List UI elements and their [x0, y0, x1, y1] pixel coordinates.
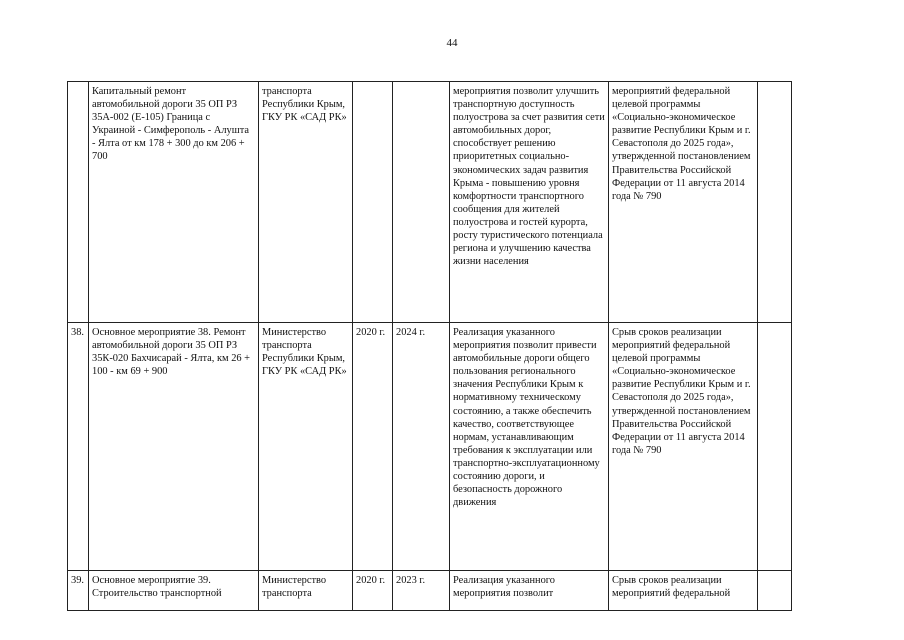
row-number	[68, 82, 89, 323]
result-cell: Реализация указанного мероприятия позволит	[450, 571, 609, 611]
activity-cell: Основное мероприятие 38. Ремонт автомобильной дороги 35 ОП РЗ 35К-020 Бахчисарай - Ялта, км 26 + 100 - км 69 + 900	[89, 323, 259, 571]
executor-cell: Министерство транспорта Республики Крым, ГКУ РК «САД РК»	[259, 323, 353, 571]
start-year-cell	[353, 82, 393, 323]
row-number: 39.	[68, 571, 89, 611]
result-cell: мероприятия позволит улучшить транспортную доступность полуострова за счет развития сети автомобильных дорог, способствует решению приоритетных социально-экономических задач развития Крыма - повышению уровня комфортности транспортного сообщения для жителей полуострова и гостей курорта, росту туристического потенциала региона и улучшению качества жизни населения	[450, 82, 609, 323]
table-row	[68, 571, 792, 611]
end-year-cell: 2024 г.	[393, 323, 450, 571]
activity-cell: Основное мероприятие 39. Строительство транспортной	[89, 571, 259, 611]
table-row	[68, 82, 792, 323]
link-cell	[758, 82, 792, 323]
row-number: 38.	[68, 323, 89, 571]
link-cell	[758, 323, 792, 571]
start-year-cell: 2020 г.	[353, 323, 393, 571]
table-row	[68, 323, 792, 571]
consequence-cell: Срыв сроков реализации мероприятий федеральной целевой программы «Социально-экономическое развитие Республики Крым и г. Севастополя до 2025 года», утвержденной постановлением Правительства Российской Федерации от 11 августа 2014 года № 790	[609, 323, 758, 571]
result-cell: Реализация указанного мероприятия позволит привести автомобильные дороги общего пользования регионального значения Республики Крым к нормативному техническому состоянию, а также обеспечить качество, соответствующее нормам, устанавливающим требования к эксплуатации или транспортно-эксплуатационному состоянию дороги, и безопасность дорожного движения	[450, 323, 609, 571]
consequence-cell: мероприятий федеральной целевой программы «Социально-экономическое развитие Республики Крым и г. Севастополя до 2025 года», утвержденной постановлением Правительства Российской Федерации от 11 августа 2014 года № 790	[609, 82, 758, 323]
end-year-cell: 2023 г.	[393, 571, 450, 611]
executor-cell: Министерство транспорта	[259, 571, 353, 611]
page-number: 44	[446, 37, 458, 49]
end-year-cell	[393, 82, 450, 323]
link-cell	[758, 571, 792, 611]
start-year-cell: 2020 г.	[353, 571, 393, 611]
executor-cell: транспорта Республики Крым, ГКУ РК «САД РК»	[259, 82, 353, 323]
consequence-cell: Срыв сроков реализации мероприятий федеральной	[609, 571, 758, 611]
activity-cell: Капитальный ремонт автомобильной дороги 35 ОП РЗ 35А-002 (Е-105) Граница с Украиной - Симферополь - Алушта - Ялта от км 178 + 300 до км 206 + 700	[89, 82, 259, 323]
activities-table	[67, 81, 792, 611]
